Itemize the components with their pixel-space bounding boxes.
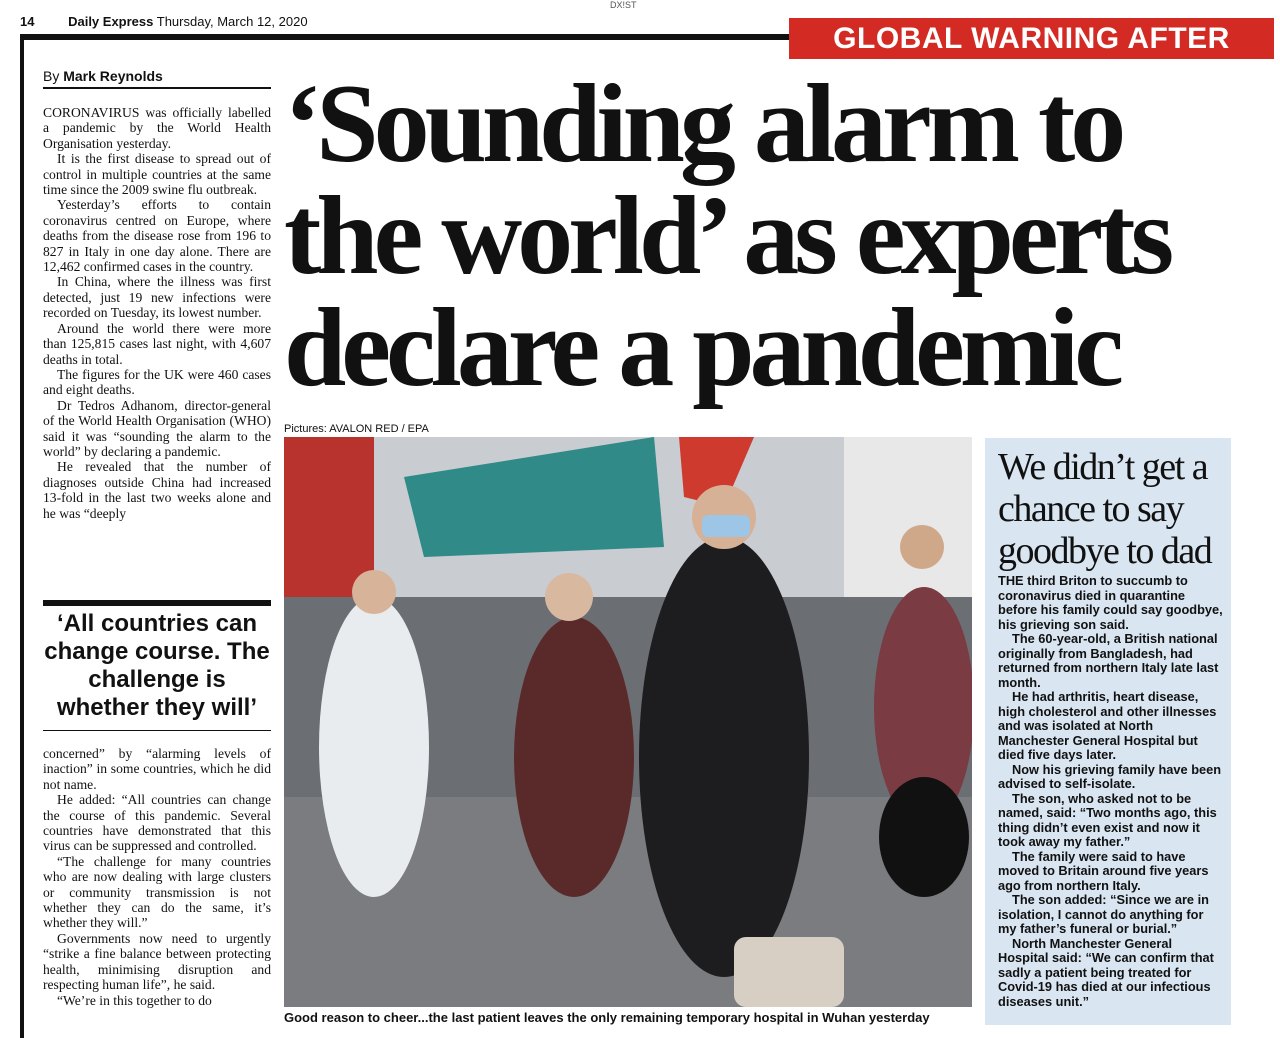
article-paragraph: In China, where the illness was first detected, just 19 new infections were recorded on Tuesday, its lowest number. (43, 274, 271, 321)
article-paragraph: Around the world there were more than 125,815 cases last night, with 4,607 deaths in total. (43, 320, 271, 367)
byline-name: Mark Reynolds (63, 68, 163, 84)
page-header (20, 14, 780, 36)
article-paragraph: It is the first disease to spread out of control in multiple countries at the same time since the 2009 swine flu outbreak. (43, 151, 271, 198)
article-paragraph: “The challenge for many countries who are now dealing with large clusters or community transmission is not whether they can do the same, it’s whether they will.” (43, 853, 271, 931)
sidebar-paragraph: The 60-year-old, a British national originally from Bangladesh, had returned from northern Italy late last month. (998, 631, 1219, 690)
sidebar-paragraph: The son added: “Since we are in isolation, I cannot do anything for my father’s funeral or burial.” (998, 892, 1209, 936)
article-paragraph: Dr Tedros Adhanom, director-general of the World Health Organisation (WHO) said it was “sounding the alarm to the world” by declaring a pandemic. (43, 397, 271, 459)
sidebar-paragraph: The son, who asked not to be named, said: “Two months ago, this thing didn’t even exist and now it took away my father.” (998, 790, 1217, 849)
article-paragraph: Governments now need to urgently “strike a fine balance between protecting health, minimising disruption and respecting human life”, he said. (43, 930, 271, 993)
article-paragraph: concerned” by “alarming levels of inaction” in some countries, which he did not name. (43, 746, 271, 792)
article-paragraph: CORONAVIRUS was officially labelled a pandemic by the World Health Organisation yesterday. (43, 105, 271, 151)
sidebar-body (998, 574, 1224, 1009)
article-column-bottom (43, 746, 271, 1008)
pullquote-rule (43, 600, 271, 606)
article-paragraph: He revealed that the number of diagnoses outside China had increased 13-fold in the last two weeks alone and he was “deeply (43, 459, 271, 521)
photo-caption: Good reason to cheer...the last patient leaves the only remaining temporary hospital in Wuhan yesterday (284, 1010, 930, 1025)
pullquote: ‘All countries can change course. The challenge is whether they will’ (44, 610, 270, 721)
article-paragraph: He added: “All countries can change the course of this pandemic. Several countries have demonstrated that this virus can be suppressed and controlled. (43, 792, 271, 854)
header-rule (20, 34, 790, 40)
photo-credit: Pictures: AVALON RED / EPA (284, 423, 429, 435)
byline-prefix: By (43, 68, 60, 84)
article-paragraph: Yesterday’s efforts to contain coronavirus centred on Europe, where deaths from the disease rose from 196 to 827 in Italy in one day alone. There are 12,462 confirmed cases in the country. (43, 197, 271, 275)
sidebar-paragraph: The family were said to have moved to Britain around five years ago from northern Italy. (998, 848, 1209, 893)
article-column-top (43, 105, 271, 521)
source-mark: DX!ST (610, 0, 637, 10)
issue-date: Thursday, March 12, 2020 (156, 14, 308, 29)
sidebar-paragraph: THE third Briton to succumb to coronavirus died in quarantine before his family could say goodbye, his grieving son said. (998, 573, 1223, 632)
article-paragraph: The figures for the UK were 460 cases and eight deaths. (43, 366, 271, 398)
left-column-rule (20, 34, 24, 1038)
sidebar-headline: We didn’t get a chance to say goodbye to dad (998, 446, 1212, 572)
sidebar-paragraph: He had arthritis, heart disease, high cholesterol and other illnesses and was isolated at North Manchester General Hospital but died five days later. (998, 689, 1217, 762)
pullquote-rule-bottom (43, 730, 271, 731)
photo-illustration (284, 437, 972, 1007)
page-number: 14 (20, 14, 35, 29)
main-headline: ‘Sounding alarm to the world’ as experts declare a pandemic (284, 62, 1170, 410)
article-paragraph: “We’re in this together to do (57, 992, 212, 1008)
paper-name: Daily Express (68, 14, 154, 29)
sidebar-paragraph: North Manchester General Hospital said: “We can confirm that sadly a patient being treated for Covid-19 has died at our infectious diseases unit.” (998, 935, 1214, 1009)
byline (43, 68, 271, 89)
news-photo (284, 437, 972, 1007)
section-banner: GLOBAL WARNING AFTER (789, 18, 1274, 59)
sidebar-paragraph: Now his grieving family have been advised to self-isolate. (998, 761, 1222, 791)
